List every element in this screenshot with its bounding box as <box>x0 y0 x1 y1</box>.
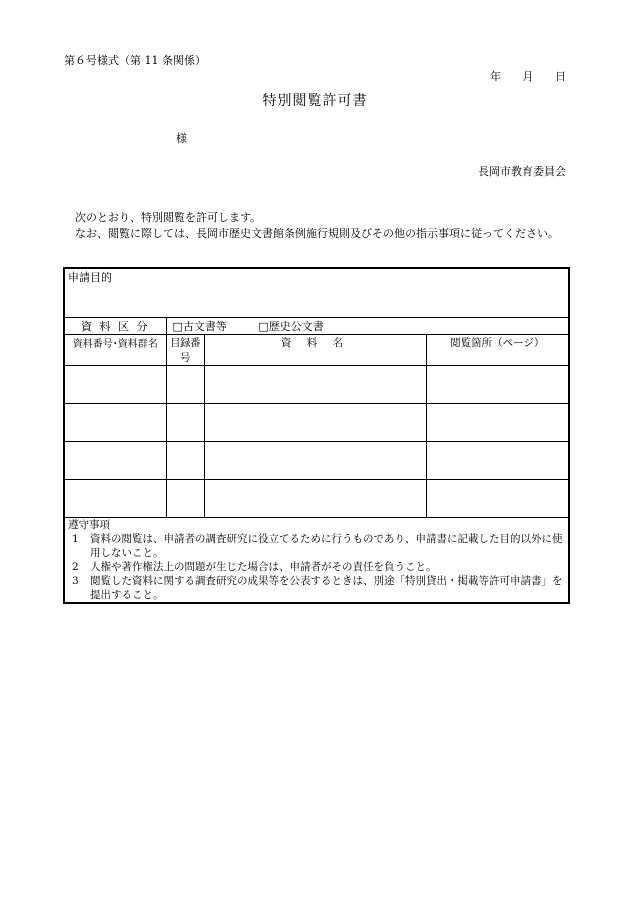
category-options <box>166 318 569 335</box>
intro-text <box>64 210 564 242</box>
addressee-suffix: 様 <box>176 132 187 145</box>
document-title: 特別閲覧許可書 <box>262 93 368 109</box>
form-number: 第６号様式（第 11 条関係） <box>64 54 206 67</box>
catalog-number-cell[interactable] <box>166 366 204 404</box>
category-option-old-documents[interactable]: □古文書等 <box>172 320 227 333</box>
issuer-name: 長岡市教育委員会 <box>478 165 566 178</box>
notes-row <box>64 518 569 604</box>
note-number: 1 <box>72 533 79 545</box>
header-viewing-pages: 閲覧箇所（ページ） <box>426 335 569 366</box>
catalog-number-cell[interactable] <box>166 404 204 442</box>
viewing-pages-cell[interactable] <box>426 442 569 480</box>
note-text: 人権や著作権法上の問題が生じた場合は、申請者がその責任を負うこと。 <box>90 561 437 573</box>
catalog-number-cell[interactable] <box>166 480 204 518</box>
table-header-row <box>64 335 569 366</box>
category-option-historical-records[interactable]: □歴史公文書 <box>258 320 324 333</box>
table-row <box>64 404 569 442</box>
viewing-pages-cell[interactable] <box>426 366 569 404</box>
note-text: 資料の閲覧は、申請者の調査研究に役立てるために行うものであり、申請書に記載した目的以外に使用しないこと。 <box>90 533 563 559</box>
note-number: 2 <box>72 561 79 573</box>
material-number-cell[interactable] <box>64 480 166 518</box>
table-row <box>64 442 569 480</box>
note-text: 閲覧した資料に関する調査研究の成果等を公表するときは、別途「特別貸出・掲載等許可申請書」を提出すること。 <box>90 575 563 601</box>
header-catalog-number: 目録番号 <box>166 335 204 366</box>
material-number-cell[interactable] <box>64 442 166 480</box>
table-row <box>64 366 569 404</box>
table-row <box>64 480 569 518</box>
notes-cell <box>64 518 569 604</box>
intro-line-1: 次のとおり、特別閲覧を許可します。 <box>64 211 262 224</box>
date-line: 年 月 日 <box>490 70 566 83</box>
viewing-pages-cell[interactable] <box>426 480 569 518</box>
category-row <box>64 318 569 335</box>
header-material-number: 資料番号･資料群名 <box>64 335 166 366</box>
intro-line-2: なお、閲覧に際しては、長岡市歴史文書館条例施行規則及びその他の指示事項に従ってください。 <box>64 227 559 240</box>
note-item <box>68 532 565 560</box>
purpose-label: 申請目的 <box>68 271 112 284</box>
note-item <box>68 574 565 602</box>
material-name-cell[interactable] <box>204 404 426 442</box>
material-name-cell[interactable] <box>204 442 426 480</box>
purpose-row <box>64 268 569 318</box>
note-item <box>68 560 565 574</box>
notes-label: 遵守事項 <box>68 519 110 531</box>
material-name-cell[interactable] <box>204 366 426 404</box>
material-number-cell[interactable] <box>64 366 166 404</box>
catalog-number-cell[interactable] <box>166 442 204 480</box>
purpose-cell[interactable] <box>64 268 569 318</box>
material-number-cell[interactable] <box>64 404 166 442</box>
viewing-pages-cell[interactable] <box>426 404 569 442</box>
material-name-cell[interactable] <box>204 480 426 518</box>
category-label: 資 料 区 分 <box>64 318 166 335</box>
header-material-name: 資 料 名 <box>204 335 426 366</box>
note-number: 3 <box>72 575 79 587</box>
permission-table <box>63 267 570 604</box>
